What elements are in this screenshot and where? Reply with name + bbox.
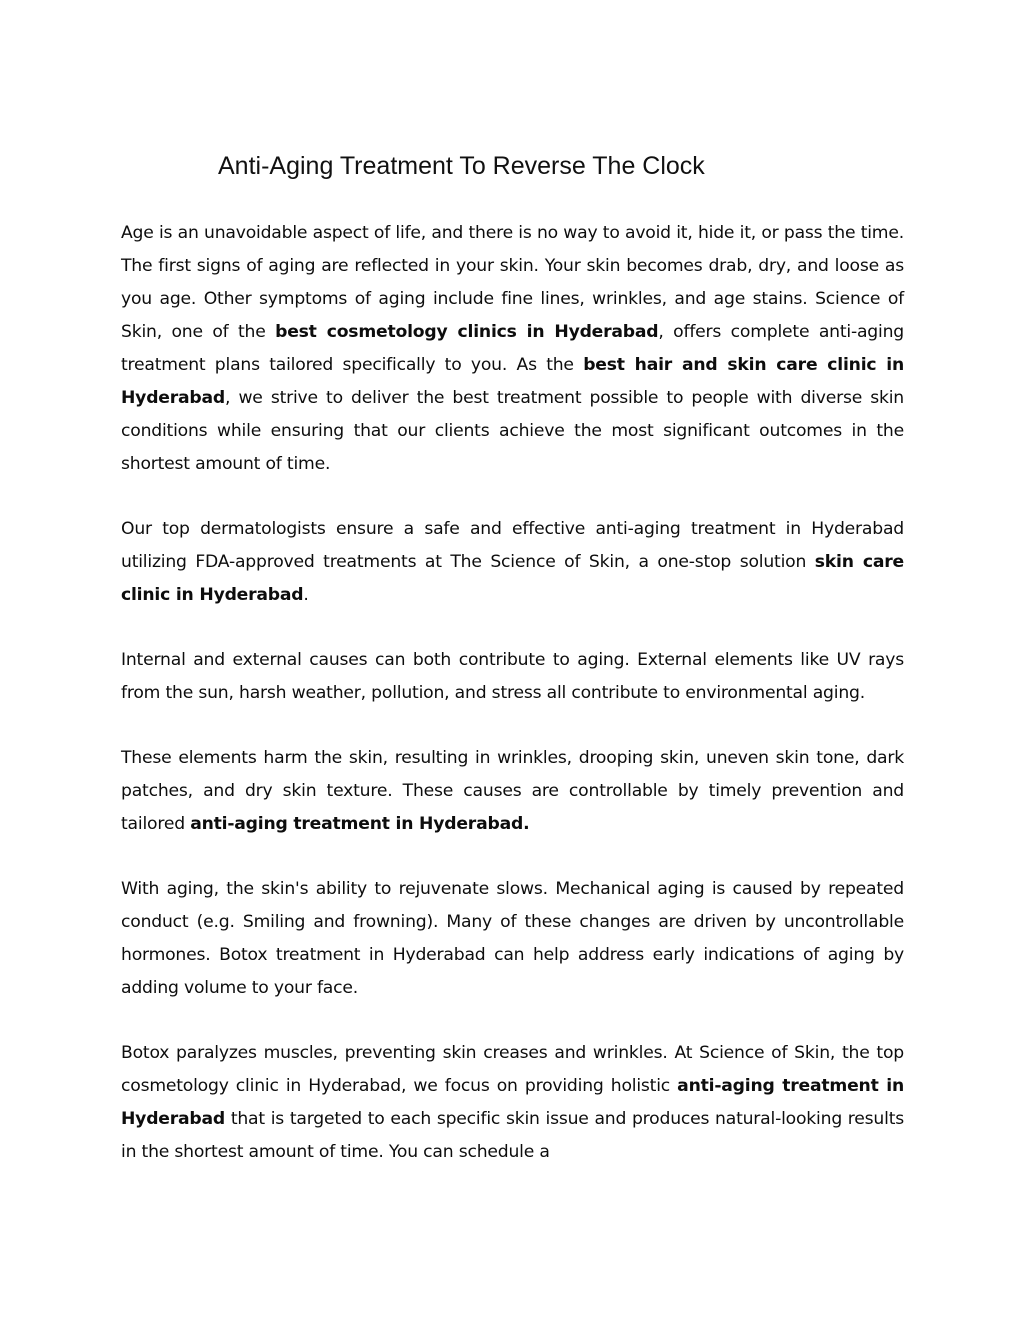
paragraph-text: Botox paralyzes muscles, preventing skin creases and wrinkles. At Science of Skin, the top cosmetology clinic in Hyderabad, we focus on providing holistic (121, 1043, 904, 1096)
paragraph-text: Age is an unavoidable aspect of life, and there is no way to avoid it, hide it, or pass the time. The first signs of aging are reflected in your skin. Your skin becomes drab, dry, and loose as you age. Other symptoms of aging include fine lines, wrinkles, and age stains. Science of Skin, one of the (121, 223, 904, 342)
bold-keyword: best cosmetology clinics in Hyderabad (275, 322, 659, 342)
body-paragraph (121, 513, 904, 612)
bold-keyword: anti-aging treatment in Hyderabad. (190, 814, 530, 834)
paragraph-text: , offers complete anti-aging treatment plans tailored specifically to you. As the (121, 322, 904, 375)
paragraph-text: These elements harm the skin, resulting in wrinkles, drooping skin, uneven skin tone, dark patches, and dry skin texture. These causes are controllable by timely prevention and tailored (121, 748, 904, 834)
body-paragraph (121, 217, 904, 481)
bold-keyword: anti-aging treatment in Hyderabad (121, 1076, 904, 1129)
body-paragraph (121, 873, 904, 1005)
paragraph-text: With aging, the skin's ability to rejuvenate slows. Mechanical aging is caused by repeated conduct (e.g. Smiling and frowning). Many of these changes are driven by uncontrollable hormones. Botox treatment in Hyderabad can help address early indications of aging by adding volume to your face. (121, 879, 904, 998)
document-body (121, 217, 904, 1169)
page-title: Anti-Aging Treatment To Reverse The Clock (218, 152, 705, 180)
bold-keyword: best hair and skin care clinic in Hyderabad (121, 355, 905, 408)
bold-keyword: skin care clinic in Hyderabad (121, 552, 904, 605)
paragraph-text: Our top dermatologists ensure a safe and effective anti-aging treatment in Hyderabad utilizing FDA-approved treatments at The Science of Skin, a one-stop solution (121, 519, 904, 572)
body-paragraph (121, 742, 904, 841)
body-paragraph (121, 1037, 904, 1169)
paragraph-text: that is targeted to each specific skin issue and produces natural-looking results in the shortest amount of time. You can schedule a (121, 1109, 904, 1162)
paragraph-text: . (303, 585, 309, 605)
paragraph-text: Internal and external causes can both contribute to aging. External elements like UV rays from the sun, harsh weather, pollution, and stress all contribute to environmental aging. (121, 650, 904, 703)
paragraph-text: , we strive to deliver the best treatment possible to people with diverse skin conditions while ensuring that our clients achieve the most significant outcomes in the shortest amount of time. (121, 388, 904, 474)
body-paragraph (121, 644, 904, 710)
